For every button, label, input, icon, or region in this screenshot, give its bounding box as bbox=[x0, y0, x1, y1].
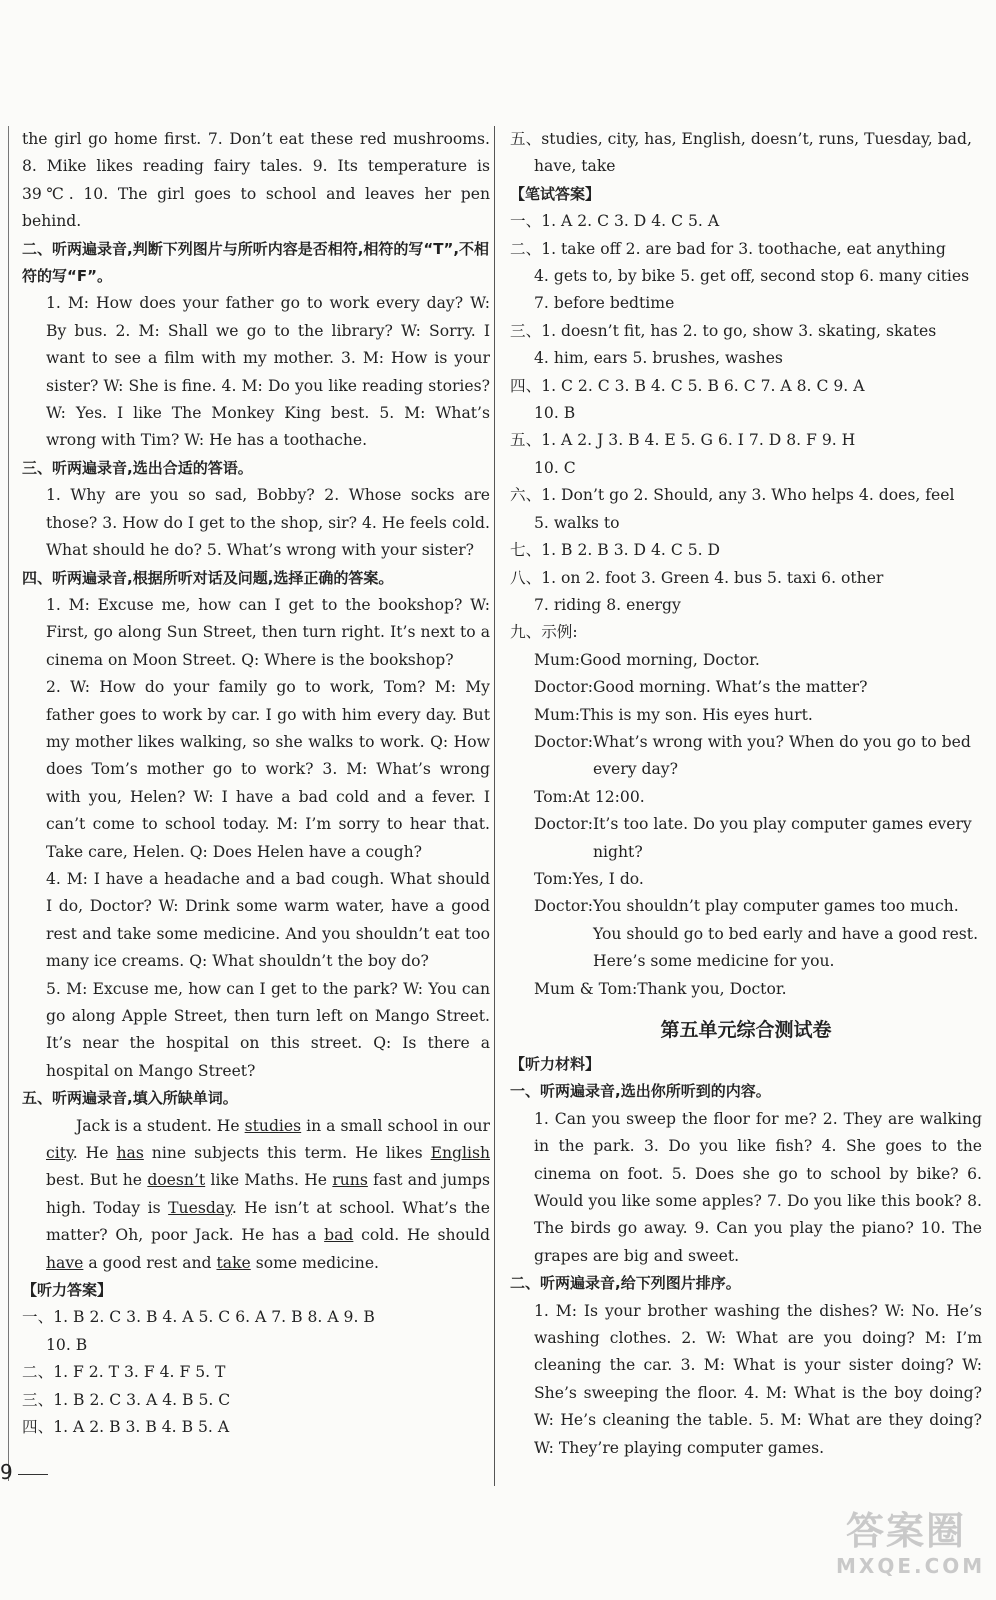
right-column bbox=[510, 126, 982, 1462]
dialogue-line: Mum: Good morning, Doctor. bbox=[534, 650, 760, 669]
dialogue-line: Doctor: What’s wrong with you? When do you go to bed every day? bbox=[534, 732, 971, 779]
lm2-text: 1. M: Is your brother washing the dishes? W: No. He’s washing clothes. 2. W: What are you doing? M: I’m cleaning the car. 3. M: What is your sister doing? W: She’s sweeping the floor. 4. M: What is the boy doing? W: He’s cleaning the table. 5. M: What are they doing? W: They’re playing computer games. bbox=[534, 1301, 982, 1457]
dialogue-line: Tom: Yes, I do. bbox=[534, 869, 644, 888]
q4-heading: 四、听两遍录音,根据所听对话及问题,选择正确的答案。 bbox=[22, 568, 394, 587]
blank-answer: city bbox=[46, 1144, 73, 1163]
written-4: 四、1. C 2. C 3. B 4. C 5. B 6. C 7. A 8. C 9. A bbox=[510, 376, 865, 395]
written-answers-heading: 【笔试答案】 bbox=[510, 184, 601, 203]
column-divider bbox=[494, 126, 495, 1486]
r5-answers-cont: have, take bbox=[534, 157, 616, 176]
q4-dialogue-2: 2. W: How do your family go to work, Tom? M: My father goes to work by car. I go with him every day. But my mother likes walking, so she walks to work. Q: How does Tom’s mother go to work? 3. M: What’s wrong with you, Helen? W: I have a bad cold and a fever. I can’t come to school today. M: I’m sorry to hear that. Take care, Helen. Q: Does Helen have a cough? bbox=[46, 678, 490, 861]
left-column bbox=[22, 126, 490, 1442]
q2-heading: 二、听两遍录音,判断下列图片与所听内容是否相符,相符的写“T”,不相符的写“F”。 bbox=[22, 239, 490, 286]
blank-answer: English bbox=[430, 1144, 490, 1163]
dialogue-line: Mum: This is my son. His eyes hurt. bbox=[534, 705, 813, 724]
written-2-cont2: 7. before bedtime bbox=[534, 294, 675, 313]
sample-dialogue bbox=[510, 647, 982, 1003]
written-3: 三、1. doesn’t fit, has 2. to go, show 3. skating, skates bbox=[510, 321, 937, 340]
blank-answer: doesn’t bbox=[147, 1171, 206, 1190]
left-margin-rule bbox=[8, 126, 9, 1481]
written-9-heading: 九、示例: bbox=[510, 623, 578, 642]
answer-row-4: 四、1. A 2. B 3. B 4. B 5. A bbox=[22, 1418, 230, 1437]
unit-title: 第五单元综合测试卷 bbox=[660, 1019, 832, 1041]
q4-dialogue-3: 4. M: I have a headache and a bad cough. What should I do, Doctor? W: Drink some warm water, have a good rest and take some medicine. And you shouldn’t eat too many ice creams. Q: What shouldn’t the boy do? bbox=[46, 869, 490, 971]
q5-passage: Jack is a student. He studies in a small school in our city. He has nine subjects this term. He likes English best. But he doesn’t like Maths. He runs fast and jumps high. Today is Tuesday. He isn’t at school. What’s the matter? Oh, poor Jack. He has a bad cold. He should have a good rest and take some medicine. bbox=[46, 1116, 490, 1272]
q2-text: 1. M: How does your father go to work every day? W: By bus. 2. M: Shall we go to the library? W: Sorry. I want to see a film with my mother. 3. M: How is your sister? W: She is fine. 4. M: Do you like reading stories? W: Yes. I like The Monkey King best. 5. M: What’s wrong with Tim? W: He has a toothache. bbox=[46, 294, 490, 450]
blank-answer: bad bbox=[324, 1226, 354, 1245]
r5-answers: 五、studies, city, has, English, doesn’t, runs, Tuesday, bad, bbox=[510, 130, 972, 148]
dialogue-line: Doctor: Good morning. What’s the matter? bbox=[534, 678, 868, 697]
q3-text: 1. Why are you so sad, Bobby? 2. Whose socks are those? 3. How do I get to the shop, sir? 4. He feels cold. What should he do? 5. What’s wrong with your sister? bbox=[46, 486, 490, 560]
answer-row-2: 二、1. F 2. T 3. F 4. F 5. T bbox=[22, 1363, 226, 1382]
listening-material-heading: 【听力材料】 bbox=[510, 1055, 601, 1073]
written-6-cont: 5. walks to bbox=[534, 513, 620, 532]
lm1-text: 1. Can you sweep the floor for me? 2. They are walking in the park. 3. Do you like fish? 4. She goes to the cinema on foot. 5. Does she go to school by bike? 6. Would you like some apples? 7. Do you like this book? 8. The birds go away. 9. Can you play the piano? 10. The grapes are big and sweet. bbox=[534, 1109, 982, 1265]
written-2-cont: 4. gets to, by bike 5. get off, second stop 6. many cities bbox=[534, 267, 970, 286]
written-8: 八、1. on 2. foot 3. Green 4. bus 5. taxi 6. other bbox=[510, 568, 884, 587]
watermark-logo bbox=[836, 1508, 986, 1588]
blank-answer: have bbox=[46, 1253, 84, 1272]
written-5-cont: 10. C bbox=[534, 458, 576, 477]
blank-answer: Tuesday bbox=[168, 1198, 232, 1217]
blank-answer: take bbox=[216, 1253, 251, 1272]
lm1-heading: 一、听两遍录音,选出你所听到的内容。 bbox=[510, 1082, 771, 1101]
written-6: 六、1. Don’t go 2. Should, any 3. Who helps 4. does, feel bbox=[510, 486, 955, 505]
q4-dialogue-4: 5. M: Excuse me, how can I get to the park? W: You can go along Apple Street, then turn left on Mango Street. It’s near the hospital on this street. Q: Is there a hospital on Mango Street? bbox=[46, 979, 490, 1080]
dialogue-line: Mum & Tom: Thank you, Doctor. bbox=[534, 979, 787, 998]
dialogue-line: Doctor: You shouldn’t play computer games too much. You should go to bed early and have a good rest. Here’s some medicine for you. bbox=[534, 897, 979, 971]
blank-answer: runs bbox=[332, 1171, 368, 1190]
written-7: 七、1. B 2. B 3. D 4. C 5. D bbox=[510, 541, 721, 560]
written-2: 二、1. take off 2. are bad for 3. toothache, eat anything bbox=[510, 239, 946, 258]
written-8-cont: 7. riding 8. energy bbox=[534, 595, 681, 614]
written-1: 一、1. A 2. C 3. D 4. C 5. A bbox=[510, 212, 720, 231]
dialogue-line: Doctor: It’s too late. Do you play computer games every night? bbox=[534, 815, 972, 861]
listening-answers-heading: 【听力答案】 bbox=[22, 1281, 113, 1300]
written-3-cont: 4. him, ears 5. brushes, washes bbox=[534, 349, 783, 368]
written-4-cont: 10. B bbox=[534, 404, 576, 423]
lm2-heading: 二、听两遍录音,给下列图片排序。 bbox=[510, 1274, 741, 1293]
watermark-top: 答案圈 bbox=[845, 1509, 966, 1553]
page-number: 9 bbox=[0, 1460, 13, 1484]
blank-answer: has bbox=[116, 1144, 144, 1163]
blank-answer: studies bbox=[244, 1116, 302, 1135]
dialogue-line: Tom: At 12:00. bbox=[534, 787, 645, 806]
q4-dialogue-1: 1. M: Excuse me, how can I get to the bookshop? W: First, go along Sun Street, then turn right. It’s next to a cinema on Moon Street. Q: Where is the bookshop? bbox=[46, 595, 490, 669]
page-number-rule bbox=[18, 1474, 48, 1475]
answer-row-3: 三、1. B 2. C 3. A 4. B 5. C bbox=[22, 1390, 231, 1409]
q3-heading: 三、听两遍录音,选出合适的答语。 bbox=[22, 458, 253, 477]
watermark-bottom: MXQE.COM bbox=[836, 1554, 986, 1578]
continued-text: the girl go home first. 7. Don’t eat these red mushrooms. 8. Mike likes reading fairy tales. 9. Its temperature is 39℃. 10. The girl goes to school and leaves her pen behind. bbox=[22, 130, 490, 231]
answer-row-1: 一、1. B 2. C 3. B 4. A 5. C 6. A 7. B 8. A 9. B bbox=[22, 1308, 375, 1327]
answer-row-1-cont: 10. B bbox=[46, 1335, 88, 1354]
q5-heading: 五、听两遍录音,填入所缺单词。 bbox=[22, 1089, 238, 1108]
written-5: 五、1. A 2. J 3. B 4. E 5. G 6. I 7. D 8. F 9. H bbox=[510, 431, 856, 450]
